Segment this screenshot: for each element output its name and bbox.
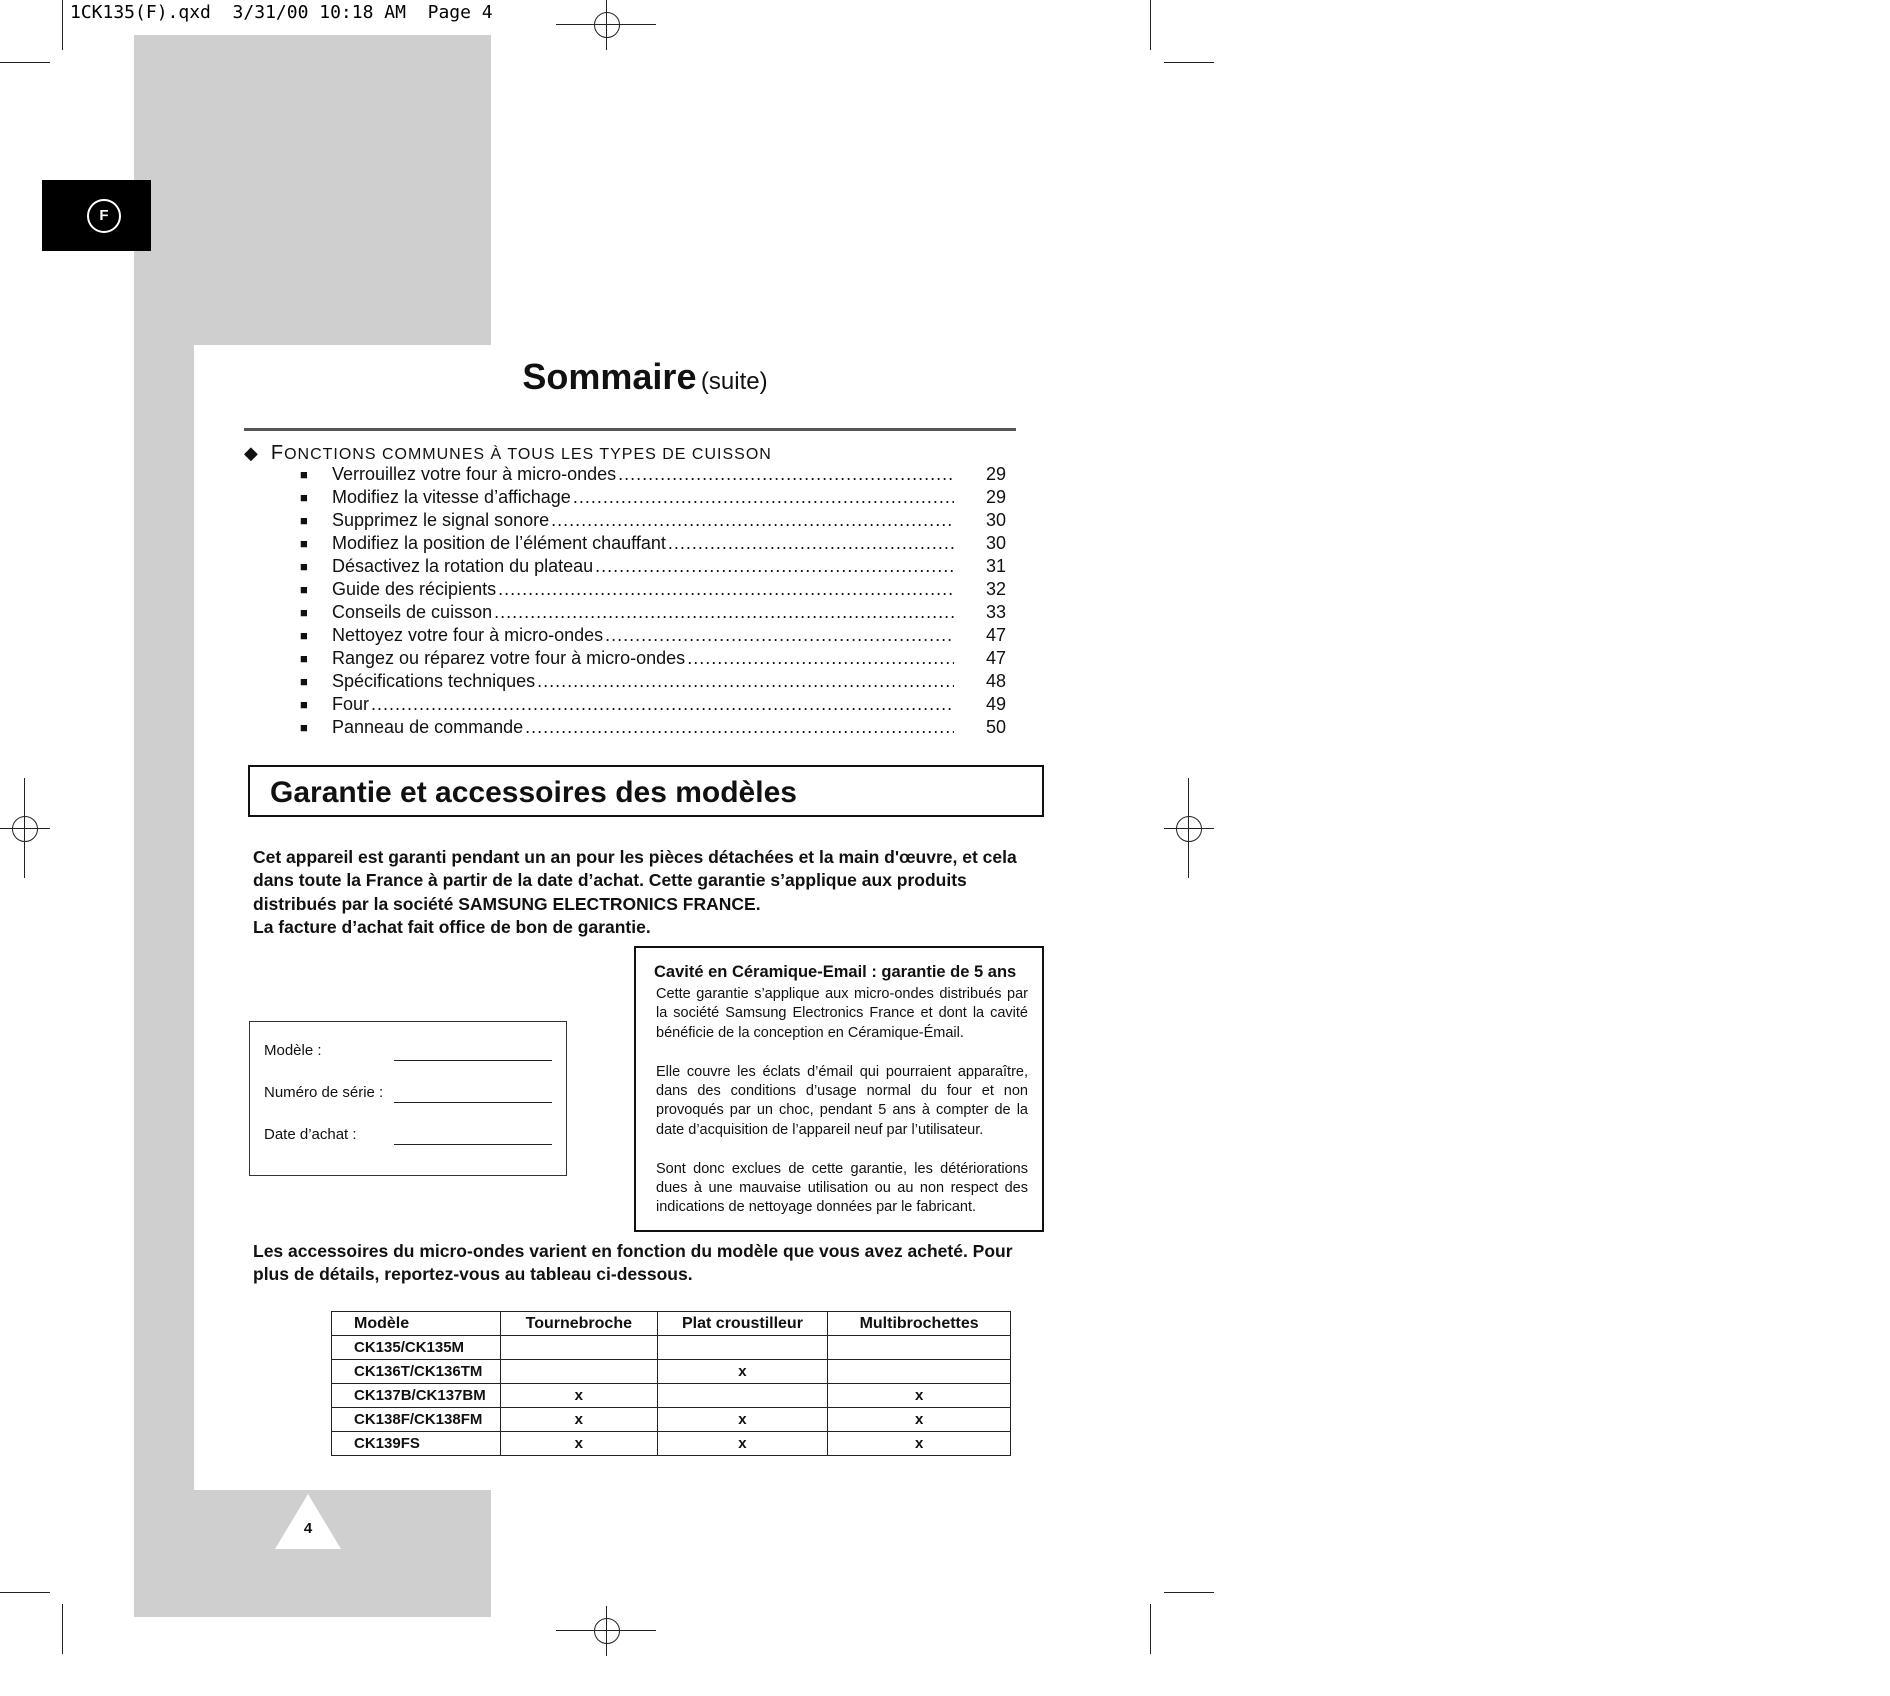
purchase-date-field[interactable] (394, 1144, 552, 1145)
title-sub: (suite) (700, 368, 768, 395)
toc-item[interactable] (300, 509, 1010, 532)
toc-item-page: 30 (985, 510, 1006, 530)
toc-item[interactable] (300, 555, 1010, 578)
purchase-date-label: Date d’achat : (264, 1126, 357, 1143)
grey-panel-left (134, 345, 194, 1490)
cavity-warranty-text (656, 985, 1028, 1237)
grey-panel-top (134, 35, 491, 345)
table-cell: x (500, 1408, 657, 1432)
title-divider (244, 428, 1016, 431)
table-cell: x (657, 1360, 828, 1384)
table-header: Modèle (332, 1312, 501, 1336)
cavity-paragraph: Cette garantie s’applique aux micro-ondes distribués par la société Samsung Electronics France et dont la cavité bénéficie de la conception en Céramique-Émail. (656, 986, 1028, 1041)
toc-item-label: Panneau de commande (332, 717, 524, 737)
warranty-paragraph (253, 846, 1053, 939)
cavity-paragraph: Sont donc exclues de cette garantie, les détériorations dues à une mauvaise utilisation ou au non respect des indications de nettoyage données par le fabricant. (656, 1160, 1028, 1216)
toc-item-label: Désactivez la rotation du plateau (332, 556, 594, 576)
table-cell: x (828, 1408, 1011, 1432)
serial-field[interactable] (394, 1102, 552, 1103)
toc-item-page: 29 (985, 487, 1006, 507)
toc-item-page: 31 (985, 556, 1006, 576)
toc-item[interactable] (300, 647, 1010, 670)
toc-item-page: 48 (985, 671, 1006, 691)
square-bullet-icon: ■ (300, 605, 308, 620)
table-cell (828, 1336, 1011, 1360)
diamond-bullet-icon: ◆ (244, 443, 259, 463)
toc-item-label: Supprimez le signal sonore (332, 510, 550, 530)
table-cell-model: CK139FS (332, 1432, 501, 1456)
table-cell (500, 1360, 657, 1384)
toc-item-page: 30 (985, 533, 1006, 553)
table-row (332, 1384, 1011, 1408)
square-bullet-icon: ■ (300, 582, 308, 597)
toc-item-page: 29 (985, 464, 1006, 484)
toc-item-label: Rangez ou réparez votre four à micro-ondes (332, 648, 686, 668)
cavity-warranty-box (634, 946, 1044, 1232)
square-bullet-icon: ■ (300, 674, 308, 689)
toc-item-page: 49 (985, 694, 1006, 714)
table-row (332, 1432, 1011, 1456)
toc-item-label: Modifiez la position de l’élément chauffant (332, 533, 666, 553)
toc-item[interactable] (300, 463, 1010, 486)
square-bullet-icon: ■ (300, 467, 308, 482)
print-slug: 1CK135(F).qxd 3/31/00 10:18 AM Page 4 (70, 2, 493, 23)
square-bullet-icon: ■ (300, 720, 308, 735)
square-bullet-icon: ■ (300, 628, 308, 643)
cavity-warranty-title: Cavité en Céramique-Email : garantie de 5 ans (654, 963, 1017, 981)
table-cell-model: CK137B/CK137BM (332, 1384, 501, 1408)
square-bullet-icon: ■ (300, 697, 308, 712)
toc-item[interactable] (300, 532, 1010, 555)
table-cell: x (828, 1432, 1011, 1456)
table-header: Tournebroche (500, 1312, 657, 1336)
table-cell (828, 1360, 1011, 1384)
model-field[interactable] (394, 1060, 552, 1061)
table-cell: x (500, 1384, 657, 1408)
toc-item-label: Conseils de cuisson (332, 602, 493, 622)
language-badge: F (87, 199, 121, 233)
table-cell-model: CK135/CK135M (332, 1336, 501, 1360)
toc-item-page: 32 (985, 579, 1006, 599)
table-row (332, 1360, 1011, 1384)
table-header-row (332, 1312, 1011, 1336)
table-cell (657, 1336, 828, 1360)
model-label: Modèle : (264, 1042, 322, 1059)
toc-item-label: Modifiez la vitesse d’affichage (332, 487, 571, 507)
cavity-paragraph: Elle couvre les éclats d’émail qui pourraient apparaître, dans des conditions d’usage normal du four et non provoqués par un choc, pendant 5 ans à compter de la date d’acquisition de l’appareil neuf par l’utilisateur. (656, 1063, 1028, 1138)
page-number: 4 (303, 1520, 313, 1537)
square-bullet-icon: ■ (300, 559, 308, 574)
warranty-heading: Garantie et accessoires des modèles (270, 776, 797, 809)
table-cell (500, 1336, 657, 1360)
toc-item-page: 47 (985, 648, 1006, 668)
toc-item-label: Verrouillez votre four à micro-ondes (332, 464, 617, 484)
warranty-text: Cet appareil est garanti pendant un an pour les pièces détachées et la main d'œuvre, et cela dans toute la France à partir de la date d’achat. Cette garantie s’applique aux produits distribués par la société SAMSUNG ELECTRONICS FRANCE. (253, 847, 1017, 914)
warranty-text-invoice: La facture d’achat fait office de bon de garantie. (253, 916, 651, 937)
toc-item[interactable] (300, 716, 1010, 739)
table-cell (657, 1384, 828, 1408)
toc-item[interactable] (300, 578, 1010, 601)
section-heading-text: ONCTIONS COMMUNES À TOUS LES TYPES DE CUISSON (284, 446, 772, 463)
accessories-note: Les accessoires du micro-ondes varient en fonction du modèle que vous avez acheté. Pour plus de détails, reportez-vous au tableau ci-dessous. (253, 1241, 1013, 1285)
toc-item[interactable] (300, 601, 1010, 624)
toc-item-label: Four (332, 694, 370, 714)
table-header: Plat croustilleur (657, 1312, 828, 1336)
serial-label: Numéro de série : (264, 1084, 384, 1101)
table-row (332, 1336, 1011, 1360)
square-bullet-icon: ■ (300, 490, 308, 505)
toc-item-label: Spécifications techniques (332, 671, 536, 691)
square-bullet-icon: ■ (300, 536, 308, 551)
table-cell: x (657, 1408, 828, 1432)
table-cell-model: CK136T/CK136TM (332, 1360, 501, 1384)
toc-item-page: 33 (985, 602, 1006, 622)
square-bullet-icon: ■ (300, 513, 308, 528)
section-heading (244, 442, 772, 465)
section-heading-initial: F (270, 442, 285, 464)
toc-item-page: 50 (985, 717, 1006, 737)
square-bullet-icon: ■ (300, 651, 308, 666)
toc-item[interactable] (300, 486, 1010, 509)
table-cell-model: CK138F/CK138FM (332, 1408, 501, 1432)
accessories-table (331, 1311, 1011, 1456)
toc-item-label: Nettoyez votre four à micro-ondes (332, 625, 604, 645)
table-cell: x (500, 1432, 657, 1456)
table-cell: x (828, 1384, 1011, 1408)
page-title (0, 356, 1290, 398)
warranty-heading-box (248, 765, 1044, 817)
table-row (332, 1408, 1011, 1432)
toc-item[interactable] (300, 693, 1010, 716)
product-info-form (249, 1021, 567, 1176)
title-main: Sommaire (522, 356, 697, 397)
toc-item[interactable] (300, 670, 1010, 693)
toc-item[interactable] (300, 624, 1010, 647)
toc-list (300, 463, 1010, 739)
toc-item-page: 47 (985, 625, 1006, 645)
toc-item-label: Guide des récipients (332, 579, 497, 599)
table-cell: x (657, 1432, 828, 1456)
table-header: Multibrochettes (828, 1312, 1011, 1336)
